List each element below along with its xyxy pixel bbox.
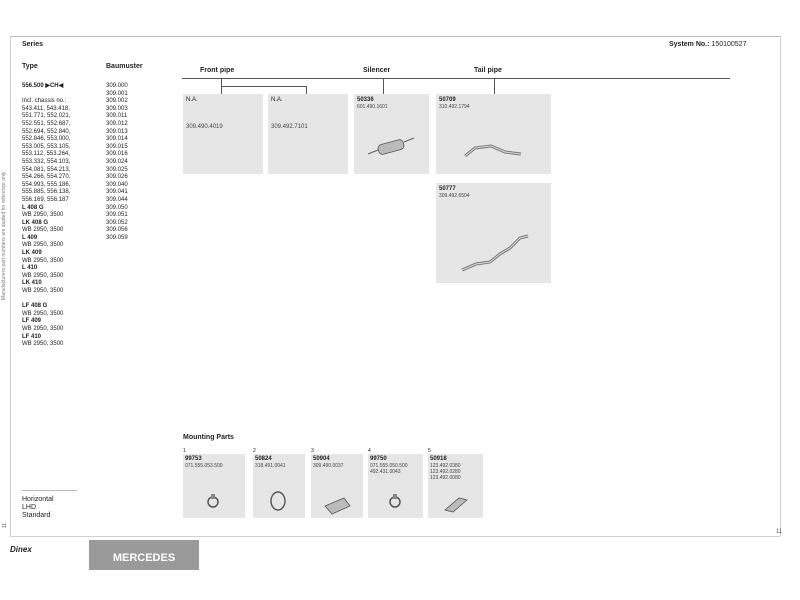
list-line: 551.771, 552.021, bbox=[22, 113, 71, 120]
part-box-tail-1[interactable] bbox=[436, 94, 551, 174]
mounting-number: 3 bbox=[311, 448, 314, 454]
list-line: 309.013 bbox=[106, 128, 128, 135]
list-line: 543.411, 543.418, bbox=[22, 105, 70, 112]
connector-front-2 bbox=[306, 86, 307, 94]
part-oem: 310.492.1794 bbox=[439, 104, 470, 110]
list-line: 309.014 bbox=[106, 136, 128, 143]
connector-front-split bbox=[221, 86, 306, 87]
connector-tail bbox=[494, 78, 495, 94]
list-line: WB 2950, 3500 bbox=[22, 310, 64, 317]
page-number-right: 11 bbox=[776, 529, 783, 535]
list-line: 552.694, 552.840, bbox=[22, 128, 71, 135]
system-value: 150100527 bbox=[711, 41, 747, 48]
mounting-oem: 318.491.0041 bbox=[255, 463, 286, 469]
list-line: 553.112, 553.264, bbox=[22, 151, 70, 158]
mounting-part-box[interactable] bbox=[311, 454, 363, 518]
series-label: Series bbox=[22, 41, 44, 48]
list-line: LHD bbox=[22, 504, 37, 511]
list-line bbox=[22, 91, 106, 99]
config-list bbox=[22, 496, 54, 520]
mounting-part-box[interactable] bbox=[428, 454, 483, 518]
list-line: WB 2950, 3500 bbox=[22, 242, 64, 249]
list-line: L 408 G bbox=[22, 204, 44, 211]
mounting-oem: 123.492.0080 bbox=[430, 475, 461, 481]
list-line: 553.332, 554.103, bbox=[22, 158, 71, 165]
list-line: Horizontal bbox=[22, 496, 54, 503]
list-line: 552.551, 552.687, bbox=[22, 120, 71, 127]
bottom-rule bbox=[10, 536, 780, 537]
mounting-oem: 309.490.0037 bbox=[313, 463, 344, 469]
list-line: 309.052 bbox=[106, 219, 128, 226]
list-line: 309.016 bbox=[106, 151, 128, 158]
tail-pipe-icon bbox=[456, 228, 536, 278]
mounting-part-box[interactable] bbox=[368, 454, 423, 518]
list-line: WB 2950, 3500 bbox=[22, 227, 64, 234]
list-line: LF 409 bbox=[22, 318, 42, 325]
mounting-code: 50904 bbox=[313, 456, 330, 462]
mounting-oem: 123.492.0380 bbox=[430, 463, 461, 469]
connector-silencer bbox=[383, 78, 384, 94]
list-line: WB 2950, 3500 bbox=[22, 257, 64, 264]
list-line: 309.050 bbox=[106, 204, 128, 211]
part-oem: 309.490.4019 bbox=[186, 124, 223, 130]
brand-tab[interactable]: MERCEDES bbox=[89, 540, 199, 570]
clamp-icon bbox=[199, 488, 229, 523]
list-line: 309.059 bbox=[106, 234, 128, 241]
list-line: 309.051 bbox=[106, 212, 128, 219]
part-box-front-1[interactable] bbox=[183, 94, 263, 174]
mounting-oem: 492.431.0043 bbox=[370, 469, 401, 475]
list-line: L 410 bbox=[22, 265, 38, 272]
type-header: Type bbox=[22, 63, 38, 70]
part-code: 50777 bbox=[439, 186, 456, 192]
list-line: 309.012 bbox=[106, 120, 128, 127]
list-line: 554.993, 555.186, bbox=[22, 181, 71, 188]
list-line: 554.266, 554.270, bbox=[22, 174, 71, 181]
list-line bbox=[22, 296, 106, 304]
side-note: Manufacturers part numbers are quoted for reference only bbox=[1, 171, 7, 300]
mounting-part-box[interactable] bbox=[183, 454, 245, 518]
part-box-tail-2[interactable] bbox=[436, 183, 551, 283]
list-line: 309.002 bbox=[106, 98, 128, 105]
right-rule bbox=[780, 36, 781, 536]
list-line: 309.026 bbox=[106, 174, 128, 181]
list-line: 309.015 bbox=[106, 143, 128, 150]
list-line: 309.044 bbox=[106, 196, 128, 203]
list-line: 309.041 bbox=[106, 189, 128, 196]
list-line: WB 2950, 3500 bbox=[22, 341, 64, 348]
mounting-number: 5 bbox=[428, 448, 431, 454]
list-line: WB 2950, 3500 bbox=[22, 288, 64, 295]
list-line: 555.885, 556.138, bbox=[22, 189, 71, 196]
list-line: 556.500 ▶CH◀ bbox=[22, 83, 64, 89]
list-line: LK 408 G bbox=[22, 219, 49, 226]
mounting-code: 50918 bbox=[430, 456, 447, 462]
list-line: LF 408 G bbox=[22, 303, 48, 310]
part-code: 50709 bbox=[439, 97, 456, 103]
list-line: 309.000 bbox=[106, 83, 128, 89]
mounting-number: 1 bbox=[183, 448, 186, 454]
part-oem: 309.492.6504 bbox=[439, 193, 470, 199]
mounting-oem: 071.555.050.500 bbox=[370, 463, 408, 469]
list-line: 553.005, 553.105, bbox=[22, 143, 71, 150]
list-line: 309.003 bbox=[106, 105, 128, 112]
connector-horizontal bbox=[182, 78, 730, 79]
silencer-heading: Silencer bbox=[363, 67, 391, 74]
mounting-number: 2 bbox=[253, 448, 256, 454]
part-box-silencer[interactable] bbox=[354, 94, 429, 174]
bottom-divider bbox=[22, 490, 77, 491]
list-line: 309.025 bbox=[106, 166, 128, 173]
page-number-left: 11 bbox=[2, 523, 8, 529]
tail-pipe-icon bbox=[461, 134, 531, 164]
mounting-part-box[interactable] bbox=[253, 454, 305, 518]
tail-pipe-heading: Tail pipe bbox=[474, 67, 502, 74]
mounting-title: Mounting Parts bbox=[183, 434, 234, 441]
part-code: 50336 bbox=[357, 97, 374, 103]
part-code: N.A. bbox=[271, 97, 283, 103]
list-line: WB 2950, 3500 bbox=[22, 272, 64, 279]
clamp-icon bbox=[381, 488, 411, 523]
list-line: LK 409 bbox=[22, 250, 42, 257]
list-line: 309.040 bbox=[106, 181, 128, 188]
list-line: WB 2950, 3500 bbox=[22, 212, 64, 219]
system-number bbox=[669, 41, 746, 48]
part-oem: 309.492.7101 bbox=[271, 124, 308, 130]
list-line: 309.011 bbox=[106, 113, 128, 120]
mounting-number: 4 bbox=[368, 448, 371, 454]
hanger-icon bbox=[264, 488, 294, 523]
dinex-logo: Dinex bbox=[10, 545, 32, 554]
type-list bbox=[22, 83, 106, 349]
list-line: Incl. chassis no.: bbox=[22, 98, 67, 105]
mounting-oem: 071.555.053.500 bbox=[185, 463, 223, 469]
list-line: 556.169, 556.187 bbox=[22, 196, 69, 203]
list-line: L 409 bbox=[22, 234, 38, 241]
list-line: Standard bbox=[22, 512, 51, 519]
part-oem: 601.490.1601 bbox=[357, 104, 388, 110]
part-code: N.A. bbox=[186, 97, 198, 103]
top-rule bbox=[10, 36, 780, 37]
mounting-code: 99750 bbox=[370, 456, 387, 462]
list-line: 552.846, 553.000, bbox=[22, 136, 71, 143]
mounting-oem: 123.492.0280 bbox=[430, 469, 461, 475]
gasket-icon bbox=[441, 488, 471, 523]
list-line: 309.056 bbox=[106, 227, 128, 234]
baumuster-list bbox=[106, 83, 166, 242]
mounting-code: 99753 bbox=[185, 456, 202, 462]
part-box-front-2[interactable] bbox=[268, 94, 348, 174]
silencer-icon bbox=[364, 132, 419, 162]
list-line: 309.001 bbox=[106, 90, 128, 97]
list-line: WB 2950, 3500 bbox=[22, 326, 64, 332]
system-label: System No.: bbox=[669, 41, 710, 48]
bracket-icon bbox=[322, 488, 352, 523]
list-line: LK 410 bbox=[22, 280, 42, 287]
list-line: 309.024 bbox=[106, 158, 128, 165]
list-line: LF 410 bbox=[22, 333, 42, 340]
baumuster-header: Baumuster bbox=[106, 63, 143, 70]
list-line: 554.081, 554.213, bbox=[22, 166, 71, 173]
mounting-code: 50824 bbox=[255, 456, 272, 462]
front-pipe-heading: Front pipe bbox=[200, 67, 235, 74]
